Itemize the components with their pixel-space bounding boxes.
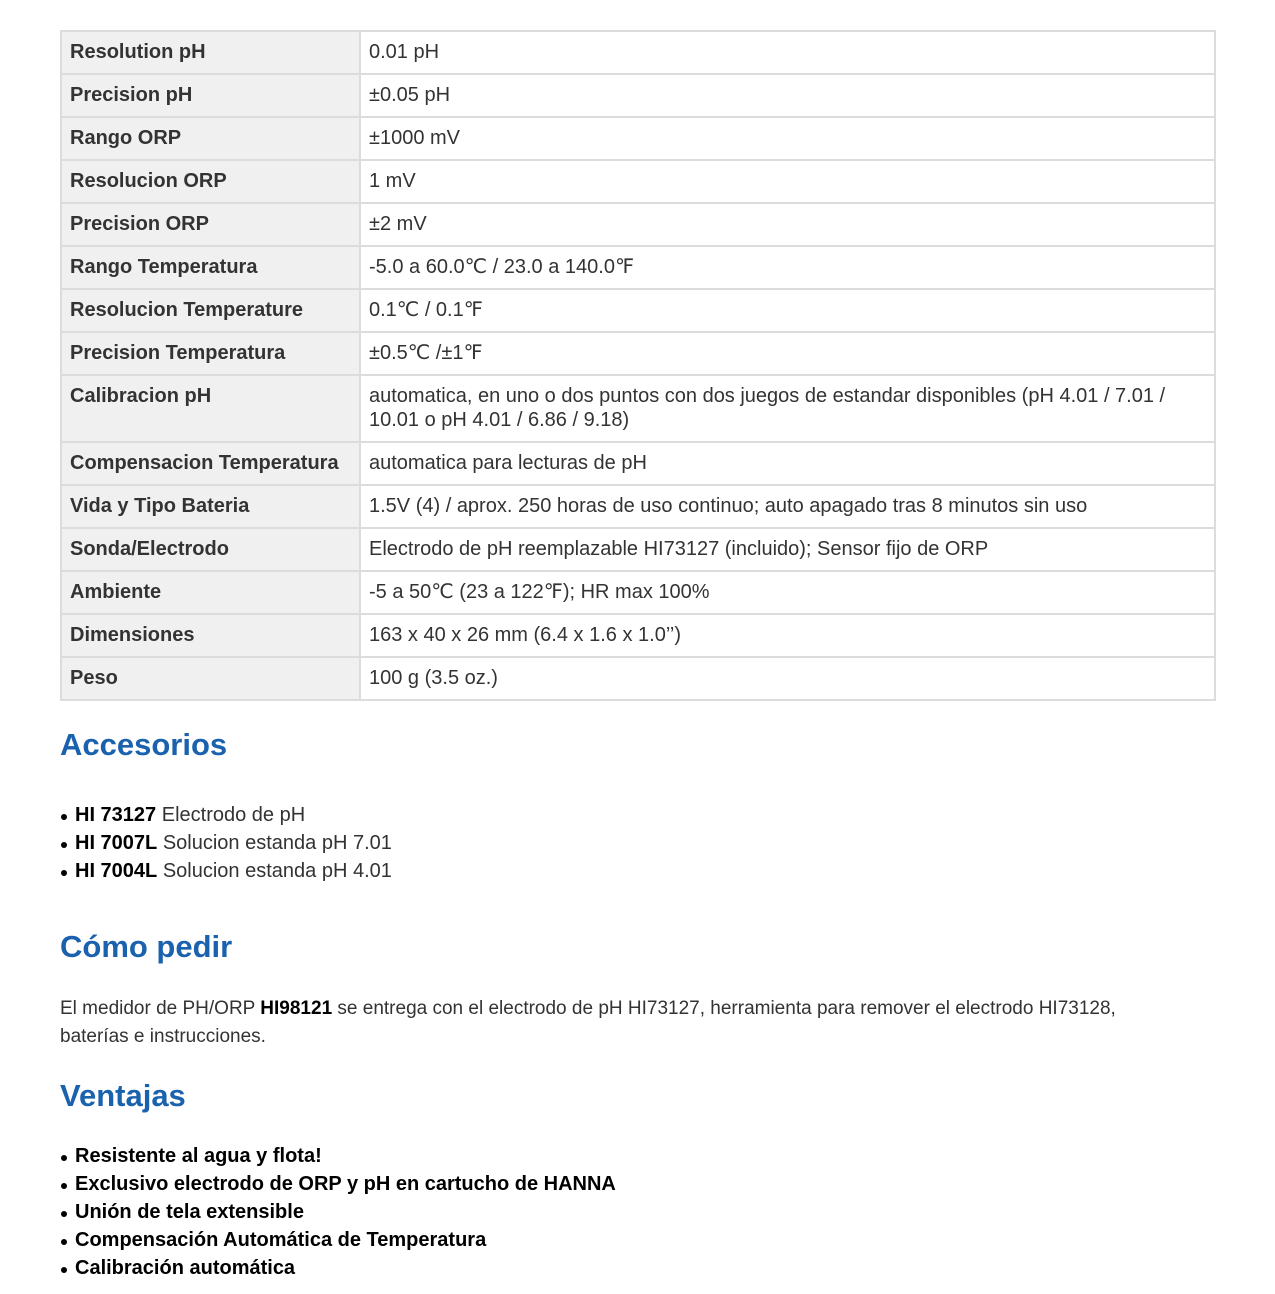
spec-value: 1 mV	[360, 160, 1215, 203]
accesorios-list	[60, 801, 1216, 885]
specifications-table	[60, 30, 1216, 701]
accessory-description: Solucion estanda pH 7.01	[157, 832, 392, 854]
spec-value: -5.0 a 60.0℃ / 23.0 a 140.0℉	[360, 246, 1215, 289]
accessory-code: HI 7007L	[75, 832, 158, 854]
order-description	[60, 995, 1180, 1051]
list-item	[60, 801, 1216, 829]
list-item: Unión de tela extensible	[60, 1198, 1216, 1226]
table-row	[61, 160, 1215, 203]
table-row	[61, 203, 1215, 246]
spec-label: Precision ORP	[61, 203, 360, 246]
accessory-code: HI 73127	[75, 804, 157, 826]
product-page	[60, 30, 1216, 1282]
spec-value: ±0.05 pH	[360, 74, 1215, 117]
table-row	[61, 31, 1215, 74]
spec-label: Dimensiones	[61, 614, 360, 657]
spec-label: Calibracion pH	[61, 375, 360, 442]
ventajas-heading: Ventajas	[60, 1078, 186, 1113]
spec-value: 1.5V (4) / aprox. 250 horas de uso continuo; auto apagado tras 8 minutos sin uso	[360, 485, 1215, 528]
spec-label: Vida y Tipo Bateria	[61, 485, 360, 528]
spec-value: automatica, en uno o dos puntos con dos juegos de estandar disponibles (pH 4.01 / 7.01 / 10.01 o pH 4.01 / 6.86 / 9.18)	[360, 375, 1215, 442]
spec-label: Resolucion ORP	[61, 160, 360, 203]
accesorios-heading: Accesorios	[60, 727, 228, 762]
order-text-after: se entrega con el electrodo de pH HI73127, herramienta para remover el electrodo HI73128, baterías e instrucciones.	[60, 998, 1116, 1047]
spec-value: 163 x 40 x 26 mm (6.4 x 1.6 x 1.0’’)	[360, 614, 1215, 657]
table-row	[61, 614, 1215, 657]
list-item: Calibración automática	[60, 1254, 1216, 1282]
table-row	[61, 528, 1215, 571]
order-text-before: El medidor de PH/ORP	[60, 998, 261, 1019]
table-row	[61, 375, 1215, 442]
ventajas-list	[60, 1142, 1216, 1282]
spec-value: 100 g (3.5 oz.)	[360, 657, 1215, 700]
list-item: Compensación Automática de Temperatura	[60, 1226, 1216, 1254]
spec-value: 0.1℃ / 0.1℉	[360, 289, 1215, 332]
spec-label: Resolution pH	[61, 31, 360, 74]
spec-value: ±0.5℃ /±1℉	[360, 332, 1215, 375]
spec-label: Peso	[61, 657, 360, 700]
spec-label: Rango Temperatura	[61, 246, 360, 289]
table-row	[61, 246, 1215, 289]
table-row	[61, 657, 1215, 700]
table-row	[61, 332, 1215, 375]
como-pedir-heading: Cómo pedir	[60, 929, 233, 964]
table-row	[61, 485, 1215, 528]
spec-value: automatica para lecturas de pH	[360, 442, 1215, 485]
table-row	[61, 74, 1215, 117]
list-item	[60, 857, 1216, 885]
list-item: Resistente al agua y flota!	[60, 1142, 1216, 1170]
accessory-description: Solucion estanda pH 4.01	[157, 860, 392, 882]
spec-label: Rango ORP	[61, 117, 360, 160]
spec-value: 0.01 pH	[360, 31, 1215, 74]
spec-value: ±2 mV	[360, 203, 1215, 246]
list-item: Exclusivo electrodo de ORP y pH en cartucho de HANNA	[60, 1170, 1216, 1198]
order-model: HI98121	[260, 998, 333, 1019]
spec-label: Sonda/Electrodo	[61, 528, 360, 571]
accessory-description: Electrodo de pH	[156, 804, 306, 826]
spec-value: Electrodo de pH reemplazable HI73127 (incluido); Sensor fijo de ORP	[360, 528, 1215, 571]
table-row	[61, 117, 1215, 160]
spec-label: Precision Temperatura	[61, 332, 360, 375]
spec-label: Resolucion Temperature	[61, 289, 360, 332]
spec-label: Ambiente	[61, 571, 360, 614]
spec-value: ±1000 mV	[360, 117, 1215, 160]
spec-label: Precision pH	[61, 74, 360, 117]
table-row	[61, 289, 1215, 332]
spec-value: -5 a 50℃ (23 a 122℉); HR max 100%	[360, 571, 1215, 614]
table-row	[61, 571, 1215, 614]
accessory-code: HI 7004L	[75, 860, 158, 882]
table-row	[61, 442, 1215, 485]
list-item	[60, 829, 1216, 857]
spec-label: Compensacion Temperatura	[61, 442, 360, 485]
